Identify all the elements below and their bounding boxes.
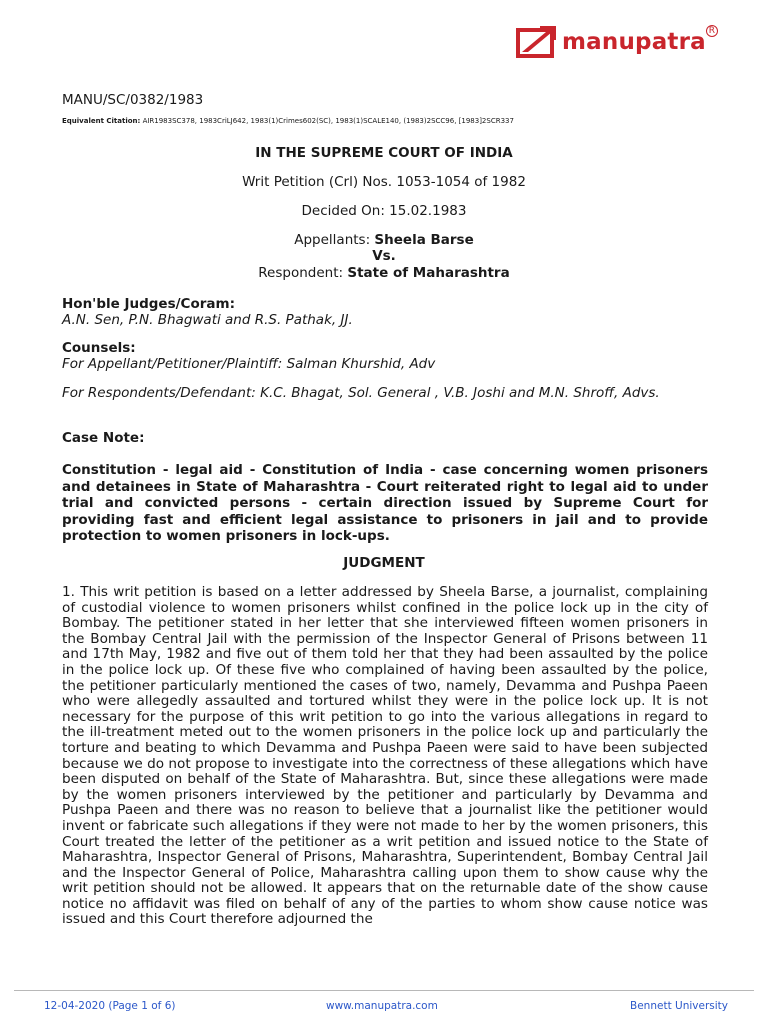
judgment-heading: JUDGMENT bbox=[343, 555, 425, 571]
judgment-paragraph-1: 1. This writ petition is based on a letter addressed by Sheela Barse, a journalist, complaining of custodial violence to women prisoners whilst confined in the police lock up in the city of Bombay. The petitioner stated in her letter that she interviewed fifteen women prisoners in the Bombay Central Jail with the permission of the Inspector General of Prisons between 11 and 17th May, 1982 and five out of them told her that they had been assaulted by the police in the police lock up. Of these five who complained of having been assaulted by the police, the petitioner particularly mentioned the cases of two, namely, Devamma and Pushpa Paeen who were allegedly assaulted and tortured whilst they were in the police lock up. It is not necessary for the purpose of this writ petition to go into the various allegations in regard to the ill-treatment meted out to the women prisoners in the police lock up and particularly the torture and beating to which Devamma and Pushpa Paeen were said to have been subjected because we do not propose to investigate into the correctness of these allegations which have been disputed on behalf of the State of Maharashtra. But, since these allegations were made by the women prisoners interviewed by the petitioner and particularly by Devamma and Pushpa Paeen and there was no reason to believe that a journalist like the petitioner would invent or fabricate such allegations if they were not made to her by the women prisoners, this Court treated the letter of the petitioner as a writ petition and issued notice to the State of Maharashtra, Inspector General of Prisons, Maharashtra, Superintendent, Bombay Central Jail and the Inspector General of Police, Maharashtra calling upon them to show cause why the writ petition should not be allowed. It appears that on the returnable date of the show cause notice no affidavit was filed on behalf of any of the parties to whom show cause notice was issued and this Court therefore adjourned the bbox=[62, 584, 708, 928]
case-note-text: Constitution - legal aid - Constitution of India - case concerning women prisoners and detainees in State of Maharashtra - Court reiterated right to legal aid to under trial and convicted persons - certain direction issued by Supreme Court for providing fast and efficient legal assistance to prisoners in jail and to provide protection to women prisoners in lock-ups. bbox=[62, 462, 708, 544]
appellants-name: Sheela Barse bbox=[374, 232, 474, 248]
registered-mark: R bbox=[706, 25, 718, 37]
counsels-heading: Counsels: bbox=[62, 340, 136, 356]
manupatra-logo-icon bbox=[516, 26, 556, 58]
equivalent-citation bbox=[62, 117, 514, 125]
manupatra-logo bbox=[516, 22, 716, 62]
respondent-label: Respondent: bbox=[258, 265, 344, 281]
case-note-heading: Case Note: bbox=[62, 430, 145, 446]
court-name: IN THE SUPREME COURT OF INDIA bbox=[255, 145, 513, 161]
respondent-line bbox=[0, 265, 768, 281]
judges-names: A.N. Sen, P.N. Bhagwati and R.S. Pathak, JJ. bbox=[62, 312, 353, 328]
respondent-name: State of Maharashtra bbox=[347, 265, 510, 281]
appellants-label: Appellants: bbox=[294, 232, 371, 248]
appellants-line bbox=[0, 232, 768, 248]
footer-divider bbox=[14, 990, 754, 991]
footer-website-link[interactable]: www.manupatra.com bbox=[326, 1000, 438, 1012]
petition-number: Writ Petition (Crl) Nos. 1053-1054 of 1982 bbox=[242, 174, 526, 190]
decided-on: Decided On: 15.02.1983 bbox=[301, 203, 467, 219]
counsel-appellant: For Appellant/Petitioner/Plaintiff: Salman Khurshid, Adv bbox=[62, 356, 436, 372]
equivalent-citation-value: AIR1983SC378, 1983CriLJ642, 1983(1)Crimes602(SC), 1983(1)SCALE140, (1983)2SCC96, [1983]2SCR337 bbox=[142, 117, 514, 125]
versus-label: Vs. bbox=[372, 248, 396, 264]
manu-citation-id: MANU/SC/0382/1983 bbox=[62, 92, 204, 108]
manupatra-logo-text: manupatra bbox=[562, 29, 706, 55]
judges-heading: Hon'ble Judges/Coram: bbox=[62, 296, 235, 312]
footer-institution: Bennett University bbox=[630, 1000, 728, 1012]
footer-date-page: 12-04-2020 (Page 1 of 6) bbox=[44, 1000, 176, 1012]
counsel-respondent: For Respondents/Defendant: K.C. Bhagat, Sol. General , V.B. Joshi and M.N. Shroff, Advs. bbox=[62, 385, 660, 401]
equivalent-citation-label: Equivalent Citation: bbox=[62, 117, 141, 125]
